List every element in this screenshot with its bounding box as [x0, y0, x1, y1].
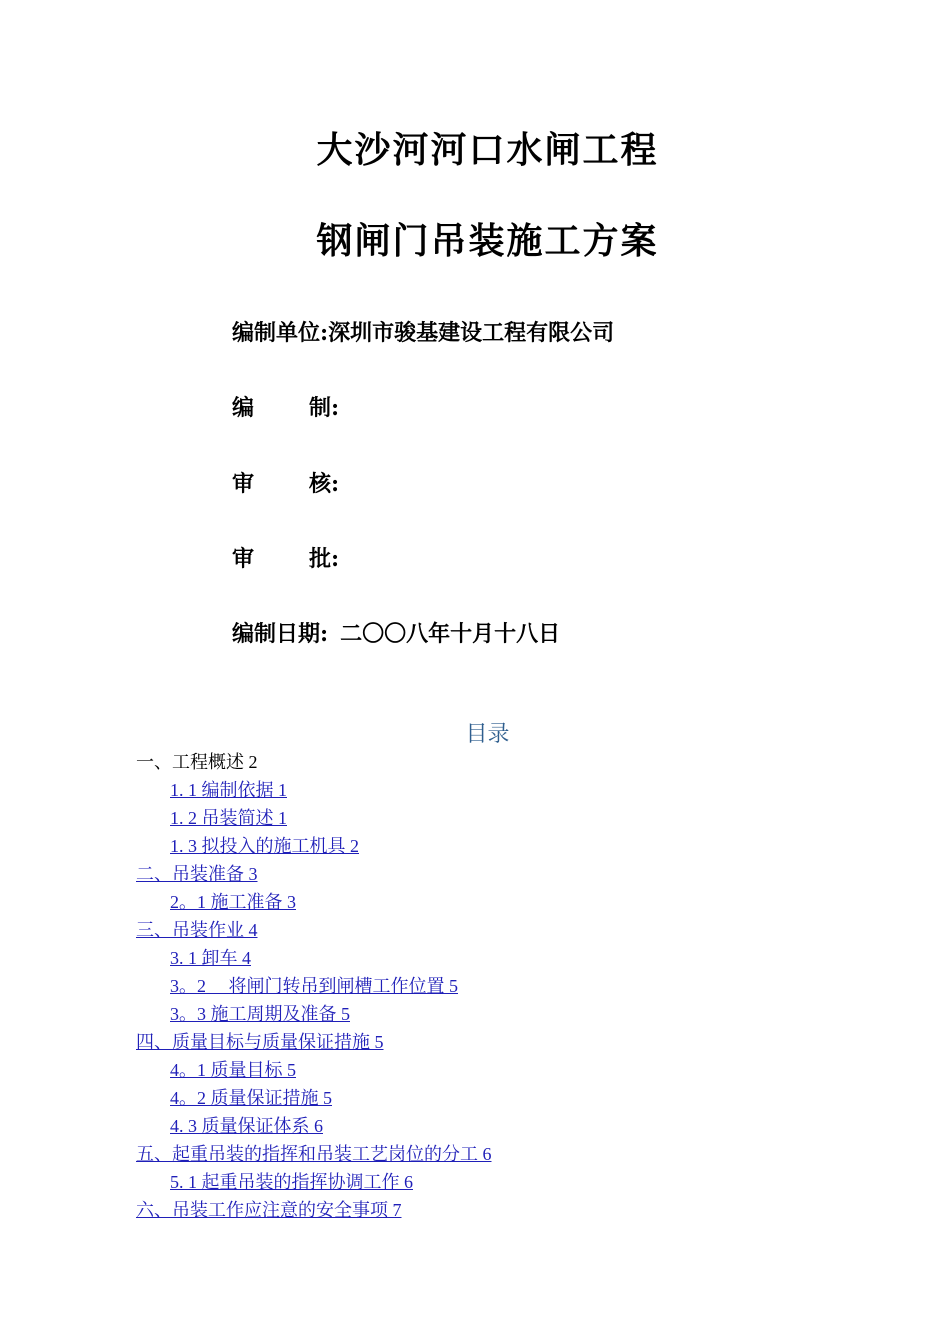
document-subtitle: 钢闸门吊装施工方案	[316, 220, 659, 262]
toc-item[interactable]: 四、质量目标与质量保证措施 5	[136, 1032, 384, 1052]
toc-item[interactable]: 五、起重吊装的指挥和吊装工艺岗位的分工 6	[136, 1144, 492, 1164]
compile-date-label: 编制日期:	[232, 621, 329, 647]
toc-item[interactable]: 六、吊装工作应注意的安全事项 7	[136, 1200, 402, 1220]
approver-label-first: 审	[232, 546, 255, 572]
author-label-second: 制:	[309, 395, 340, 421]
toc-item[interactable]: 1. 2 吊装简述 1	[170, 808, 287, 828]
author-label-first: 编	[232, 395, 255, 421]
toc-item[interactable]: 4。2 质量保证措施 5	[170, 1088, 332, 1108]
toc-item[interactable]: 4。1 质量目标 5	[170, 1060, 296, 1080]
compile-date-row	[232, 619, 560, 649]
compiling-unit-value: 深圳市骏基建设工程有限公司	[328, 320, 615, 346]
reviewer-row	[232, 469, 339, 499]
toc-item[interactable]: 3。3 施工周期及准备 5	[170, 1004, 350, 1024]
toc-item[interactable]: 1. 1 编制依据 1	[170, 780, 287, 800]
document-title: 大沙河河口水闸工程	[316, 129, 659, 171]
toc-item: 一、工程概述 2	[136, 752, 258, 772]
author-row	[232, 393, 339, 423]
approver-label-second: 批:	[309, 546, 340, 572]
compiling-unit-row	[232, 318, 614, 348]
toc-item[interactable]: 3。2 将闸门转吊到闸槽工作位置 5	[170, 976, 458, 996]
approver-row	[232, 544, 339, 574]
reviewer-label-first: 审	[232, 471, 255, 497]
toc-item[interactable]: 三、吊装作业 4	[136, 920, 258, 940]
toc-item[interactable]: 4. 3 质量保证体系 6	[170, 1116, 323, 1136]
toc-item[interactable]: 2。1 施工准备 3	[170, 892, 296, 912]
toc-item[interactable]: 1. 3 拟投入的施工机具 2	[170, 836, 359, 856]
toc-item[interactable]: 二、吊装准备 3	[136, 864, 258, 884]
toc-heading: 目录	[465, 722, 510, 747]
compiling-unit-label: 编制单位:	[232, 320, 329, 346]
compile-date-value: 二〇〇八年十月十八日	[340, 621, 561, 647]
reviewer-label-second: 核:	[309, 471, 340, 497]
toc-item[interactable]: 5. 1 起重吊装的指挥协调工作 6	[170, 1172, 413, 1192]
toc-item[interactable]: 3. 1 卸车 4	[170, 948, 251, 968]
